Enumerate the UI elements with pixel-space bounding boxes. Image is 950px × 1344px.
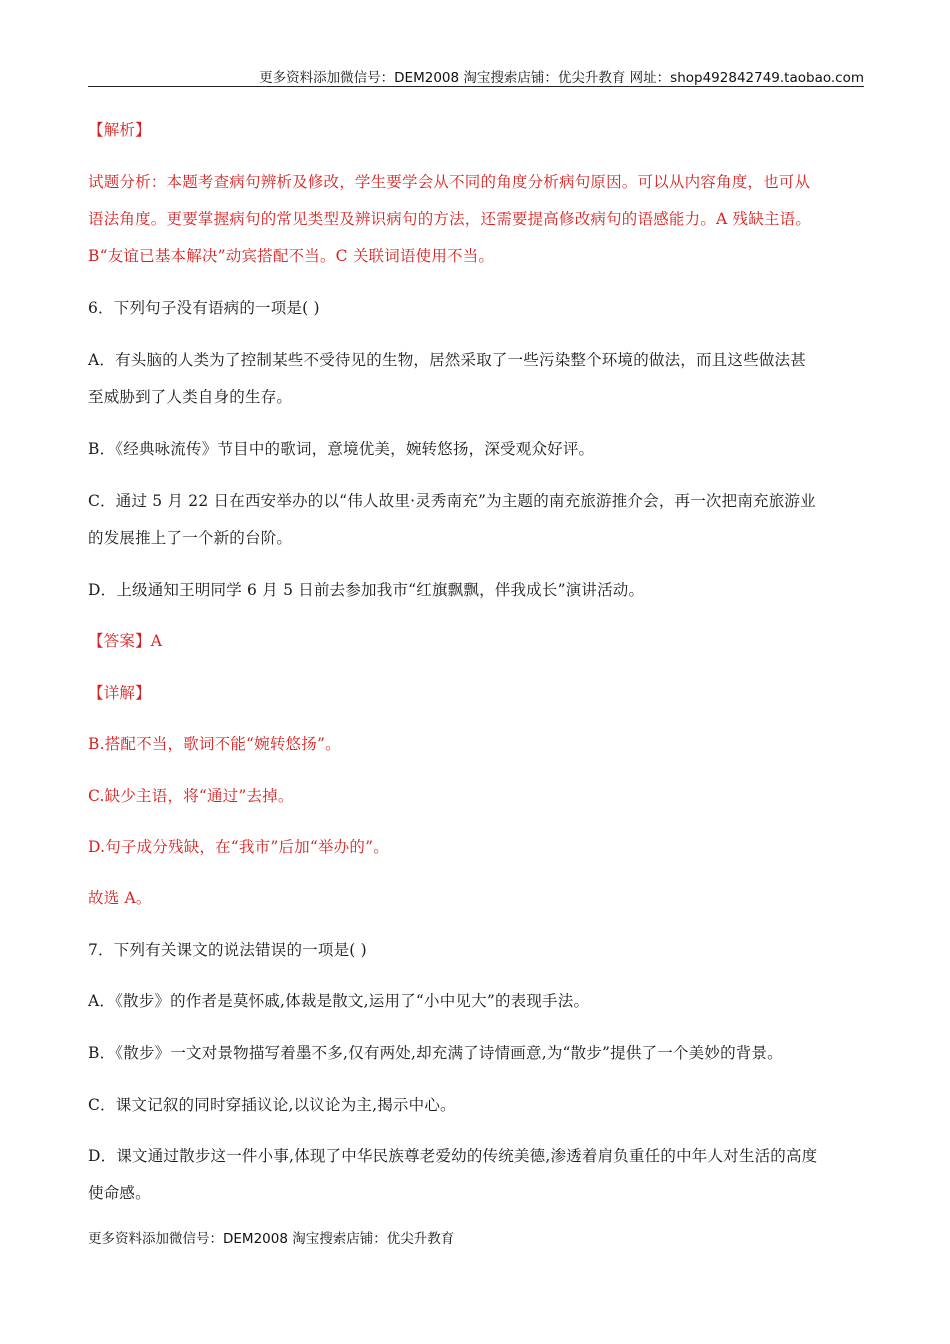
q6-stem: 6．下列句子没有语病的一项是( ) [88, 299, 320, 317]
q6-option-b: B．《经典咏流传》节目中的歌词，意境优美，婉转悠扬，深受观众好评。 [88, 440, 595, 458]
q6-option-c-line-2: 的发展推上了一个新的台阶。 [88, 529, 293, 547]
analysis-line-2: 语法角度。更要掌握病句的常见类型及辨识病句的方法，还需要提高修改病句的语感能力。A 残缺主语。 [88, 210, 812, 228]
q6-detail-d: D.句子成分残缺，在“我市”后加“举办的”。 [88, 838, 389, 856]
analysis-line-3: B“友谊已基本解决”动宾搭配不当。C 关联词语使用不当。 [88, 247, 495, 265]
q7-option-a: A．《散步》的作者是莫怀戚,体裁是散文,运用了“小中见大”的表现手法。 [88, 992, 590, 1010]
q7-option-b: B．《散步》一文对景物描写着墨不多,仅有两处,却充满了诗情画意,为“散步”提供了一个美妙的背景。 [88, 1044, 783, 1062]
q7-option-c: C．课文记叙的同时穿插议论,以议论为主,揭示中心。 [88, 1096, 456, 1114]
q6-detail-b: B.搭配不当，歌词不能“婉转悠扬”。 [88, 735, 341, 753]
header-divider [88, 86, 864, 87]
q6-option-d: D．上级通知王明同学 6 月 5 日前去参加我市“红旗飘飘，伴我成长”演讲活动。 [88, 581, 645, 599]
q6-option-a-line-2: 至威胁到了人类自身的生存。 [88, 388, 293, 406]
analysis-line-1: 试题分析：本题考查病句辨析及修改，学生要学会从不同的角度分析病句原因。可以从内容角度，也可从 [88, 173, 811, 191]
q6-option-a-line-1: A．有头脑的人类为了控制某些不受待见的生物，居然采取了一些污染整个环境的做法，而且这些做法甚 [88, 351, 806, 369]
q6-detail-label: 【详解】 [88, 684, 151, 702]
page-footer: 更多资料添加微信号：DEM2008 淘宝搜索店铺：优尖升教育 [88, 1231, 455, 1247]
analysis-label: 【解析】 [88, 121, 151, 139]
q7-option-d-line-2: 使命感。 [88, 1184, 151, 1202]
q6-option-c-line-1: C．通过 5 月 22 日在西安举办的以“伟人故里·灵秀南充”为主题的南充旅游推介会，再一次把南充旅游业 [88, 492, 816, 510]
q7-stem: 7．下列有关课文的说法错误的一项是( ) [88, 941, 367, 959]
q6-conclusion: 故选 A。 [88, 889, 152, 907]
q6-answer: 【答案】A [88, 632, 163, 650]
q6-detail-c: C.缺少主语，将“通过”去掉。 [88, 787, 294, 805]
q7-option-d-line-1: D．课文通过散步这一件小事,体现了中华民族尊老爱幼的传统美德,渗透着肩负重任的中年人对生活的高度 [88, 1147, 818, 1165]
page-header: 更多资料添加微信号：DEM2008 淘宝搜索店铺：优尖升教育 网址：shop492842749.taobao.com [259, 70, 864, 86]
